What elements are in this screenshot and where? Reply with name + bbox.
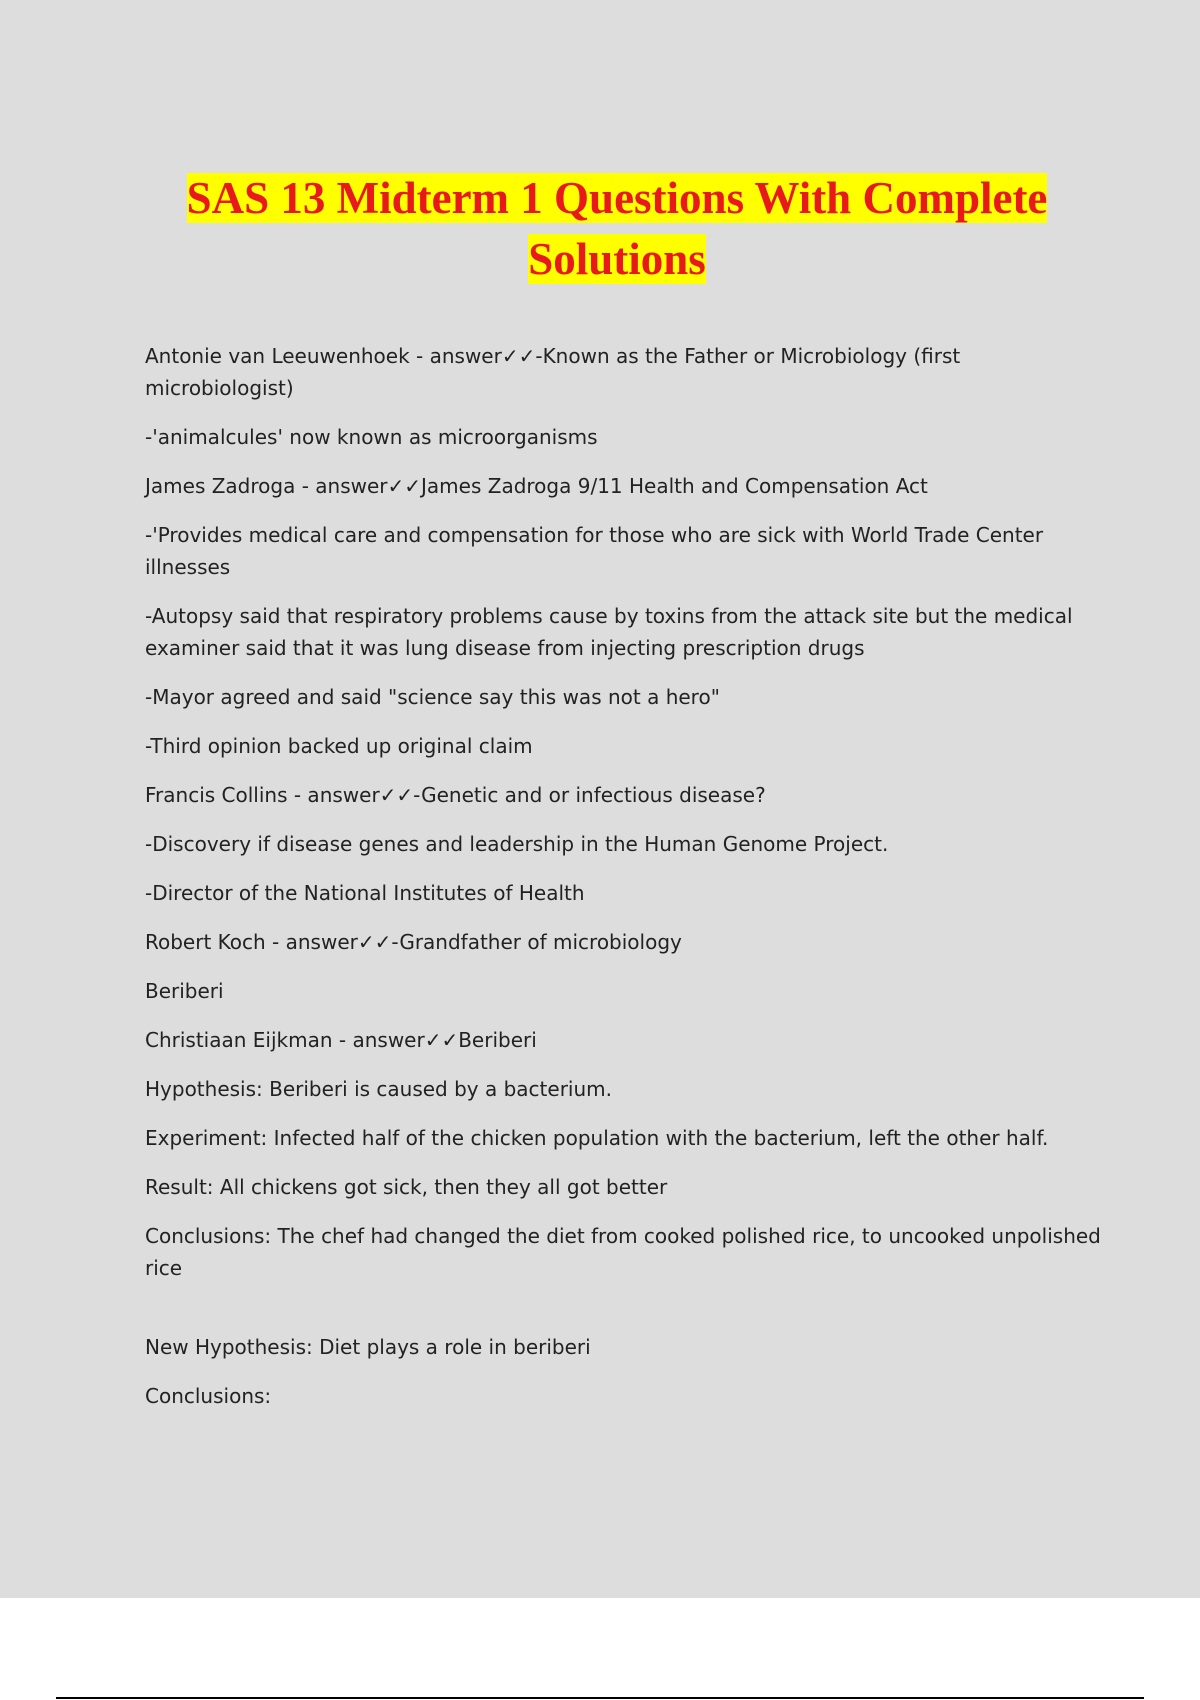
paragraph: Christiaan Eijkman - answer✓✓Beriberi [145,1028,537,1052]
paragraph: Hypothesis: Beriberi is caused by a bacterium. [145,1077,612,1101]
paragraph: Conclusions: The chef had changed the diet from cooked polished rice, to uncooked unpolished rice [145,1224,1101,1280]
paragraph: -Autopsy said that respiratory problems cause by toxins from the attack site but the medical examiner said that it was lung disease from injecting prescription drugs [145,604,1073,660]
paragraph: Robert Koch - answer✓✓-Grandfather of microbiology [145,930,682,954]
document-title [100,168,1134,290]
paragraph: Beriberi [145,979,224,1003]
document-title-text: SAS 13 Midterm 1 Questions With Complete Solutions [186,173,1048,284]
paragraph: -Director of the National Institutes of Health [145,881,585,905]
paragraph: -'Provides medical care and compensation for those who are sick with World Trade Center illnesses [145,523,1044,579]
paragraph: Antonie van Leeuwenhoek - answer✓✓-Known as the Father or Microbiology (first microbiologist) [145,344,961,400]
footer-divider [56,1697,1144,1699]
paragraph: James Zadroga - answer✓✓James Zadroga 9/11 Health and Compensation Act [145,474,928,498]
paragraph: Result: All chickens got sick, then they all got better [145,1175,668,1199]
paragraph: New Hypothesis: Diet plays a role in beriberi [145,1335,591,1359]
paragraph: Experiment: Infected half of the chicken population with the bacterium, left the other half. [145,1126,1049,1150]
paragraph: -'animalcules' now known as microorganisms [145,425,598,449]
paragraph: Francis Collins - answer✓✓-Genetic and or infectious disease? [145,783,766,807]
document-body [145,340,1105,1429]
paragraph: -Third opinion backed up original claim [145,734,533,758]
paragraph: Conclusions: [145,1384,272,1408]
paragraph: -Mayor agreed and said "science say this was not a hero" [145,685,720,709]
paragraph: -Discovery if disease genes and leadership in the Human Genome Project. [145,832,889,856]
